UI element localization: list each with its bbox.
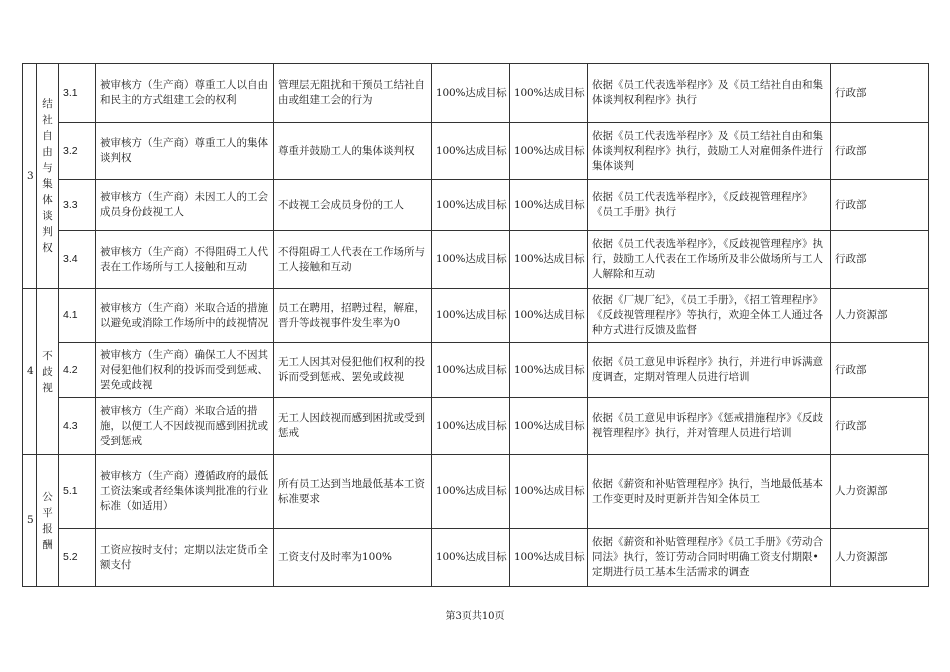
measure-cell: 尊重并鼓励工人的集体谈判权 bbox=[274, 123, 432, 180]
measure-cell: 无工人因歧视而感到困扰或受到惩戒 bbox=[274, 398, 432, 455]
measure-cell: 管理层无阻扰和干预员工结社自由或组建工会的行为 bbox=[274, 64, 432, 123]
measure-cell: 所有员工达到当地最低基本工资标准要求 bbox=[274, 455, 432, 529]
table-row bbox=[23, 343, 929, 398]
actual-cell: 100%达成目标 bbox=[510, 180, 588, 231]
requirement-cell: 被审核方（生产商）米取合适的措施以避免或消除工作场所中的歧视情况 bbox=[96, 289, 274, 343]
sub-number: 3.4 bbox=[59, 231, 96, 289]
sub-number: 3.3 bbox=[59, 180, 96, 231]
group-number: 5 bbox=[23, 455, 37, 587]
table-row bbox=[23, 455, 929, 529]
actual-cell: 100%达成目标 bbox=[510, 455, 588, 529]
target-cell: 100%达成目标 bbox=[432, 180, 510, 231]
measure-cell: 不得阻碍工人代表在工作场所与工人接触和互动 bbox=[274, 231, 432, 289]
target-cell: 100%达成目标 bbox=[432, 123, 510, 180]
sub-number: 4.3 bbox=[59, 398, 96, 455]
method-cell: 依据《员工代表选举程序》，《反歧视管理程序》执行，鼓励工人代表在工作场所及非公做场所与工人人解除和互动 bbox=[588, 231, 831, 289]
method-cell: 依据《员工意见申诉程序》执行，并进行申诉满意度调查，定期对管理人员进行培训 bbox=[588, 343, 831, 398]
department-cell: 人力资源部 bbox=[831, 529, 929, 587]
sub-number: 5.2 bbox=[59, 529, 96, 587]
department-cell: 行政部 bbox=[831, 123, 929, 180]
requirement-cell: 工资应按时支付；定期以法定货币全额支付 bbox=[96, 529, 274, 587]
target-cell: 100%达成目标 bbox=[432, 289, 510, 343]
table-row bbox=[23, 231, 929, 289]
group-category: 不歧视 bbox=[37, 289, 59, 455]
requirement-cell: 被审核方（生产商）尊重工人以自由和民主的方式组建工会的权利 bbox=[96, 64, 274, 123]
sub-number: 4.1 bbox=[59, 289, 96, 343]
group-category: 结社自由与集体谈判权 bbox=[37, 64, 59, 289]
requirement-cell: 被审核方（生产商）未因工人的工会成员身份歧视工人 bbox=[96, 180, 274, 231]
target-cell: 100%达成目标 bbox=[432, 343, 510, 398]
department-cell: 行政部 bbox=[831, 231, 929, 289]
method-cell: 依据《员工意见申诉程序》《惩戒措施程序》《反歧视管理程序》执行，并对管理人员进行培训 bbox=[588, 398, 831, 455]
group-number: 3 bbox=[23, 64, 37, 289]
actual-cell: 100%达成目标 bbox=[510, 231, 588, 289]
table-row bbox=[23, 123, 929, 180]
method-cell: 依据《薪资和补贴管理程序》《员工手册》《劳动合同法》执行，签订劳动合同时明确工资支付期限•定期进行员工基本生活需求的调查 bbox=[588, 529, 831, 587]
audit-table bbox=[22, 63, 929, 587]
page-footer: 第3页共10页 bbox=[445, 611, 505, 622]
actual-cell: 100%达成目标 bbox=[510, 398, 588, 455]
method-cell: 依据《薪资和补贴管理程序》执行，当地最低基本工作变更时及时更新并告知全体员工 bbox=[588, 455, 831, 529]
target-cell: 100%达成目标 bbox=[432, 398, 510, 455]
method-cell: 依据《员工代表选举程序》及《员工结社自由和集体谈判权利程序》执行 bbox=[588, 64, 831, 123]
method-cell: 依据《员工代表选举程序》及《员工结社自由和集体谈判权利程序》执行，鼓励工人对雇佣条件进行集体谈判 bbox=[588, 123, 831, 180]
table-row bbox=[23, 529, 929, 587]
measure-cell: 不歧视工会成员身份的工人 bbox=[274, 180, 432, 231]
target-cell: 100%达成目标 bbox=[432, 64, 510, 123]
method-cell: 依据《厂规厂纪》，《员工手册》，《招工管理程序》《反歧视管理程序》等执行，欢迎全体工人通过各种方式进行反馈及监督 bbox=[588, 289, 831, 343]
table-row bbox=[23, 64, 929, 123]
actual-cell: 100%达成目标 bbox=[510, 123, 588, 180]
department-cell: 行政部 bbox=[831, 398, 929, 455]
method-cell: 依据《员工代表选举程序》，《反歧视管理程序》《员工手册》执行 bbox=[588, 180, 831, 231]
actual-cell: 100%达成目标 bbox=[510, 529, 588, 587]
sub-number: 3.2 bbox=[59, 123, 96, 180]
target-cell: 100%达成目标 bbox=[432, 455, 510, 529]
requirement-cell: 被审核方（生产商）米取合适的措施，以便工人不因歧视而感到困扰或受到惩戒 bbox=[96, 398, 274, 455]
table-row bbox=[23, 180, 929, 231]
requirement-cell: 被审核方（生产商）遵循政府的最低工资法案或者经集体谈判批准的行业标准（如适用） bbox=[96, 455, 274, 529]
requirement-cell: 被审核方（生产商）不得阻碍工人代表在工作场所与工人接触和互动 bbox=[96, 231, 274, 289]
requirement-cell: 被审核方（生产商）尊重工人的集体谈判权 bbox=[96, 123, 274, 180]
requirement-cell: 被审核方（生产商）确保工人不因其对侵犯他们权利的投诉而受到惩戒、罢免或歧视 bbox=[96, 343, 274, 398]
target-cell: 100%达成目标 bbox=[432, 231, 510, 289]
actual-cell: 100%达成目标 bbox=[510, 64, 588, 123]
measure-cell: 工资支付及时率为100% bbox=[274, 529, 432, 587]
department-cell: 人力资源部 bbox=[831, 455, 929, 529]
actual-cell: 100%达成目标 bbox=[510, 289, 588, 343]
measure-cell: 员工在聘用，招聘过程，解雇，晋升等歧视事件发生率为0 bbox=[274, 289, 432, 343]
department-cell: 人力资源部 bbox=[831, 289, 929, 343]
sub-number: 4.2 bbox=[59, 343, 96, 398]
department-cell: 行政部 bbox=[831, 180, 929, 231]
department-cell: 行政部 bbox=[831, 343, 929, 398]
group-category: 公平报酬 bbox=[37, 455, 59, 587]
table-row bbox=[23, 289, 929, 343]
table-row bbox=[23, 398, 929, 455]
measure-cell: 无工人因其对侵犯他们权利的投诉而受到惩戒、罢免或歧视 bbox=[274, 343, 432, 398]
sub-number: 3.1 bbox=[59, 64, 96, 123]
sub-number: 5.1 bbox=[59, 455, 96, 529]
group-number: 4 bbox=[23, 289, 37, 455]
actual-cell: 100%达成目标 bbox=[510, 343, 588, 398]
target-cell: 100%达成目标 bbox=[432, 529, 510, 587]
department-cell: 行政部 bbox=[831, 64, 929, 123]
